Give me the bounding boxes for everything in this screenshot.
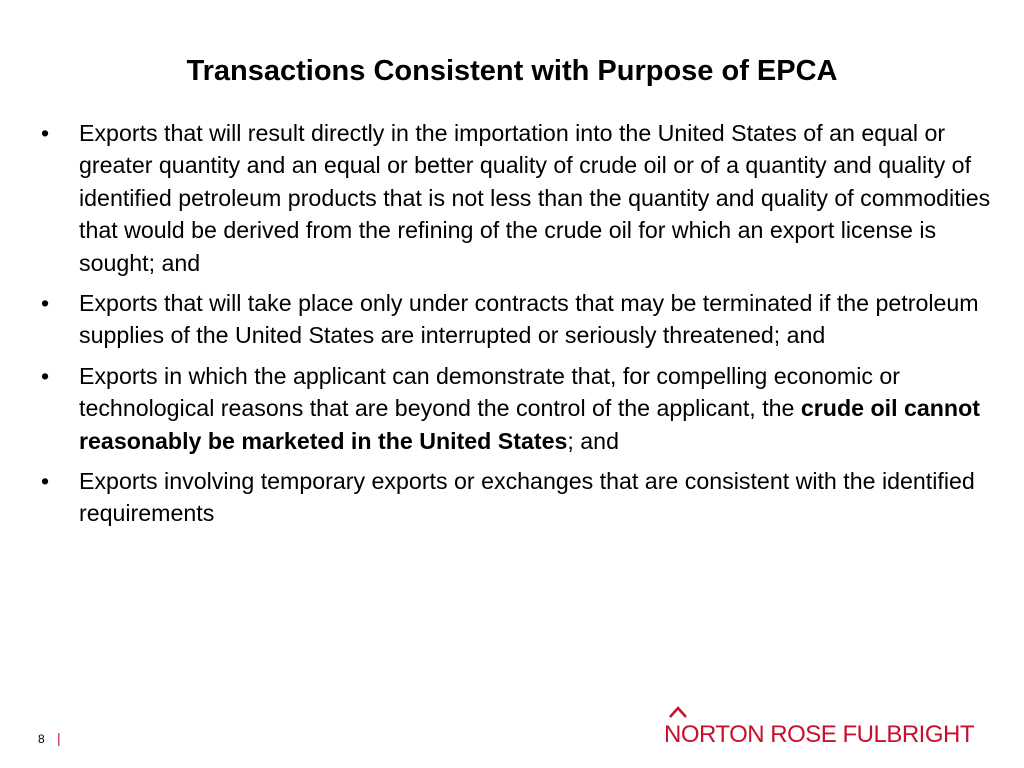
bullet-text-after: ; and — [567, 427, 619, 454]
footer-separator: | — [57, 730, 61, 746]
bullet-marker: • — [41, 362, 50, 389]
bullet-marker: • — [41, 290, 50, 317]
bullet-text: Exports involving temporary exports or exchanges that are consistent with the identified requirements — [79, 468, 975, 527]
bullet-marker: • — [41, 468, 50, 495]
bullet-text — [79, 363, 980, 454]
bullet-list — [38, 117, 998, 538]
logo-chevron-icon — [668, 706, 688, 718]
bullet-text: Exports that will result directly in the importation into the United States of an equal or greater quantity and an equal or better quality of crude oil or of a quantity and quality of identified petroleum products that is not less than the quantity and quality of commodities that would be derived from the refining of the crude oil for which an export license is sought; and — [79, 120, 991, 276]
bullet-item-1 — [38, 117, 998, 279]
page-number: 8 — [38, 732, 45, 746]
logo-text: NORTON ROSE FULBRIGHT — [664, 721, 974, 748]
bullet-text-before: Exports in which the applicant can demonstrate that, for compelling economic or technological reasons that are beyond the control of the applicant, the — [79, 362, 901, 422]
bullet-item-4 — [38, 465, 998, 530]
slide-title: Transactions Consistent with Purpose of EPCA — [186, 55, 838, 87]
bullet-text: Exports that will take place only under contracts that may be terminated if the petroleum supplies of the United States are interrupted or seriously threatened; and — [79, 290, 979, 349]
bullet-text-bold: crude oil cannot reasonably be marketed in the United States — [79, 395, 980, 454]
norton-rose-fulbright-logo — [664, 706, 986, 750]
bullet-item-3 — [38, 360, 998, 457]
bullet-item-2 — [38, 287, 998, 352]
bullet-marker: • — [41, 120, 50, 146]
